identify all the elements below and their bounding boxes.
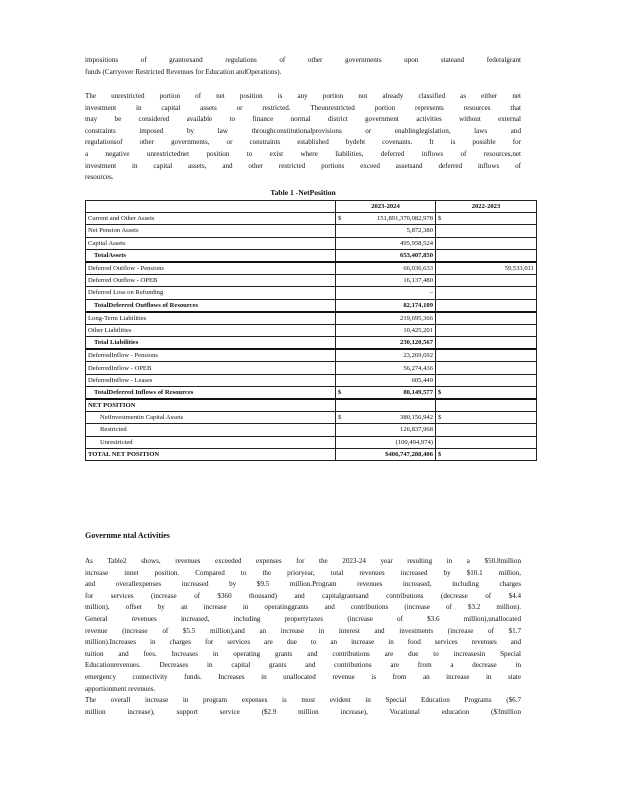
value-2022-2023 bbox=[436, 374, 537, 386]
value-2023-2024 bbox=[336, 349, 436, 362]
row-label: Deferred Outflow - Pensions bbox=[86, 262, 336, 275]
value-2023-2024 bbox=[336, 337, 436, 350]
amount: 10,425,201 bbox=[403, 326, 433, 334]
row-label: DeferredInflow - OPEB bbox=[86, 362, 336, 374]
paragraph-line: investment in capital assets or restricted. Theunrestricted portion represents resources that bbox=[85, 103, 521, 112]
value-2023-2024 bbox=[336, 374, 436, 386]
amount: 59,533,011 bbox=[504, 265, 534, 273]
paragraph-line: As Table2 shows, revenues exceeded expenses for the 2023-24 year resulting in a $50.8million bbox=[85, 557, 521, 565]
value-2023-2024 bbox=[336, 249, 436, 262]
row-label: Unrestricted bbox=[86, 436, 336, 448]
paragraph-line: impositions of grantorsand regulations of other governments upon stateand federalgrant bbox=[85, 56, 521, 64]
value-2022-2023 bbox=[436, 436, 537, 448]
amount: 82,174,109 bbox=[403, 301, 433, 309]
table-row bbox=[86, 324, 537, 336]
table-row bbox=[86, 287, 537, 299]
dollar-sign: $ bbox=[338, 388, 342, 396]
value-2022-2023 bbox=[436, 324, 537, 336]
dollar-sign: $ bbox=[438, 388, 442, 396]
value-2023-2024 bbox=[336, 412, 436, 424]
table-row bbox=[86, 262, 537, 275]
paragraph-line: constraints imposed by law throughconstitutionalprovisions or enablinglegislation, laws and bbox=[85, 126, 521, 135]
table-row bbox=[86, 299, 537, 312]
value-2022-2023 bbox=[436, 275, 537, 287]
paragraph-line: tuition and fees. Increases in operating grants and contributions are due to increasesin Special bbox=[85, 649, 521, 658]
amount: 495,958,524 bbox=[400, 239, 433, 247]
header-2022-2023: 2022-2023 bbox=[436, 201, 537, 213]
table-row bbox=[86, 312, 537, 325]
amount: (100,494,974) bbox=[395, 438, 433, 446]
unrestricted-paragraph bbox=[85, 91, 521, 184]
row-label: DeferredInflow - Leases bbox=[86, 374, 336, 386]
value-2023-2024 bbox=[336, 362, 436, 374]
value-2022-2023 bbox=[436, 249, 537, 262]
value-2023-2024 bbox=[336, 399, 436, 412]
paragraph-line: a negative unrestrictednet position to exist where liabilities, deferred inflows of resources,net bbox=[85, 149, 521, 158]
value-2023-2024 bbox=[336, 436, 436, 448]
table-row bbox=[86, 225, 537, 237]
row-label: DeferredInflow - Pensions bbox=[86, 349, 336, 362]
value-2022-2023 bbox=[436, 337, 537, 350]
row-label: Capital Assets bbox=[86, 237, 336, 249]
value-2023-2024 bbox=[336, 312, 436, 325]
dollar-sign: $ bbox=[338, 215, 342, 223]
table-row bbox=[86, 275, 537, 287]
table-row bbox=[86, 237, 537, 249]
amount: 16,137,480 bbox=[403, 277, 433, 285]
header-blank-cell bbox=[86, 201, 336, 213]
row-label: Restricted bbox=[86, 424, 336, 436]
value-2023-2024 bbox=[336, 262, 436, 275]
section-heading: Governme ntal Activities bbox=[85, 531, 170, 540]
row-label: NET POSITION bbox=[86, 399, 336, 412]
value-2022-2023 bbox=[436, 237, 537, 249]
amount: 653,407,850 bbox=[400, 251, 433, 259]
dash-value: – bbox=[429, 289, 433, 297]
value-2022-2023 bbox=[436, 287, 537, 299]
row-label: Total Liabilities bbox=[86, 337, 336, 350]
header-2023-2024: 2023-2024 bbox=[336, 201, 436, 213]
table-row bbox=[86, 412, 537, 424]
row-label: TotalDeferred Outflows of Resources bbox=[86, 299, 336, 312]
amount: 230,120,567 bbox=[400, 339, 433, 347]
amount: 23,269,692 bbox=[403, 352, 433, 360]
paragraph-line: increase innet position. Compared to the prioryear, total revenues increased by $10.1 million, bbox=[85, 568, 521, 577]
amount: 380,156,942 bbox=[400, 414, 433, 422]
paragraph-line: million increase), support service ($2.9 million increase), Vocational education ($3million bbox=[85, 707, 521, 716]
row-label: Net Pension Assets bbox=[86, 225, 336, 237]
table-row bbox=[86, 424, 537, 436]
value-2022-2023 bbox=[436, 262, 537, 275]
paragraph-line: apportionment revenues. bbox=[85, 684, 156, 693]
program-expenses-paragraph bbox=[85, 695, 521, 718]
paragraph-line: resources. bbox=[85, 173, 114, 182]
value-2022-2023 bbox=[436, 213, 537, 225]
intro-paragraph bbox=[85, 55, 521, 78]
row-label: Deferred Loss on Refunding bbox=[86, 287, 336, 299]
amount: 80,149,577 bbox=[403, 388, 433, 396]
table-row bbox=[86, 399, 537, 412]
governmental-activities-paragraph bbox=[85, 556, 521, 695]
table-row bbox=[86, 249, 537, 262]
table-row bbox=[86, 386, 537, 399]
row-label: TOTAL NET POSITION bbox=[86, 448, 336, 460]
value-2023-2024 bbox=[336, 225, 436, 237]
value-2023-2024 bbox=[336, 287, 436, 299]
table-row bbox=[86, 349, 537, 362]
value-2023-2024 bbox=[336, 386, 436, 399]
value-2023-2024 bbox=[336, 448, 436, 460]
paragraph-line: million).Increases in charges for services are due to an increase in food services revenues and bbox=[85, 638, 521, 647]
table-row bbox=[86, 374, 537, 386]
row-label: Current and Other Assets bbox=[86, 213, 336, 225]
amount: 219,695,366 bbox=[400, 314, 433, 322]
paragraph-line: General revenues increased, including propertytaxes (increase of $3.6 million),unallocated bbox=[85, 614, 521, 623]
paragraph-line: investment in capital assets, and other restricted portions exceed assetsand deferred inflows of bbox=[85, 161, 521, 170]
value-2022-2023 bbox=[436, 312, 537, 325]
amount: 5,872,380 bbox=[406, 227, 433, 235]
table-row bbox=[86, 436, 537, 448]
row-label: Long-Term Liabilities bbox=[86, 312, 336, 325]
table-row bbox=[86, 362, 537, 374]
paragraph-line: funds (Carryover Restricted Revenues for Education andOperations). bbox=[85, 67, 282, 76]
row-label: NetInvestmentin Capital Assets bbox=[86, 412, 336, 424]
dollar-sign: $ bbox=[338, 414, 342, 422]
paragraph-line: The unrestricted portion of net position is any portion not already classified as either net bbox=[85, 92, 521, 100]
value-2023-2024 bbox=[336, 275, 436, 287]
paragraph-line: The overall increase in program expenses is most evident in Special Education Programs ($6.7 bbox=[85, 696, 521, 704]
row-label: TotalAssets bbox=[86, 249, 336, 262]
paragraph-line: regulationsof other governments, or constraints established bydebt covenants. It is possible for bbox=[85, 138, 521, 147]
paragraph-line: million), offset by an increase in operatinggrants and contributions (increase of $3.2 million). bbox=[85, 603, 521, 612]
value-2023-2024 bbox=[336, 324, 436, 336]
amount: 605,449 bbox=[411, 376, 433, 384]
value-2022-2023 bbox=[436, 412, 537, 424]
value-2023-2024 bbox=[336, 213, 436, 225]
amount: 66,036,633 bbox=[403, 265, 433, 273]
value-2022-2023 bbox=[436, 349, 537, 362]
paragraph-line: and overallexpenses increased by $9.5 million.Program revenues increased, including charges bbox=[85, 580, 521, 589]
paragraph-line: emergency connectivity funds. Increases in unallocated revenue is from an increase in state bbox=[85, 672, 521, 681]
value-2023-2024 bbox=[336, 424, 436, 436]
value-2023-2024 bbox=[336, 237, 436, 249]
table-row bbox=[86, 448, 537, 460]
dollar-sign: $ bbox=[438, 215, 442, 223]
paragraph-line: may be considered available to finance normal district government activities without external bbox=[85, 115, 521, 124]
dollar-sign: $ bbox=[438, 414, 442, 422]
amount: $406,747,288,406 bbox=[385, 450, 433, 458]
value-2022-2023 bbox=[436, 399, 537, 412]
net-position-table bbox=[85, 200, 537, 461]
paragraph-line: for services (increase of $360 thousand) and capitalgrantsand contributions (decrease of $4.4 bbox=[85, 591, 521, 600]
amount: 126,837,968 bbox=[400, 426, 433, 434]
value-2022-2023 bbox=[436, 448, 537, 460]
amount: 56,274,436 bbox=[403, 364, 433, 372]
amount: 151,891,370,082,978 bbox=[376, 215, 433, 223]
value-2022-2023 bbox=[436, 424, 537, 436]
value-2023-2024 bbox=[336, 299, 436, 312]
row-label: Other Liabilities bbox=[86, 324, 336, 336]
table-row bbox=[86, 213, 537, 225]
row-label: TotalDeferred Inflows of Resources bbox=[86, 386, 336, 399]
value-2022-2023 bbox=[436, 386, 537, 399]
paragraph-line: revenue (increase of $5.5 million),and an increase in interest and investments (increase of $1.7 bbox=[85, 626, 521, 635]
value-2022-2023 bbox=[436, 225, 537, 237]
row-label: Deferred Outflow - OPEB bbox=[86, 275, 336, 287]
table-row bbox=[86, 337, 537, 350]
table-title: Table 1 -NetPosition bbox=[270, 188, 336, 197]
value-2022-2023 bbox=[436, 362, 537, 374]
value-2022-2023 bbox=[436, 299, 537, 312]
paragraph-line: Educationrevenues. Decreases in capital grants and contributions are from a decrease in bbox=[85, 661, 521, 670]
dollar-sign: $ bbox=[438, 450, 442, 458]
